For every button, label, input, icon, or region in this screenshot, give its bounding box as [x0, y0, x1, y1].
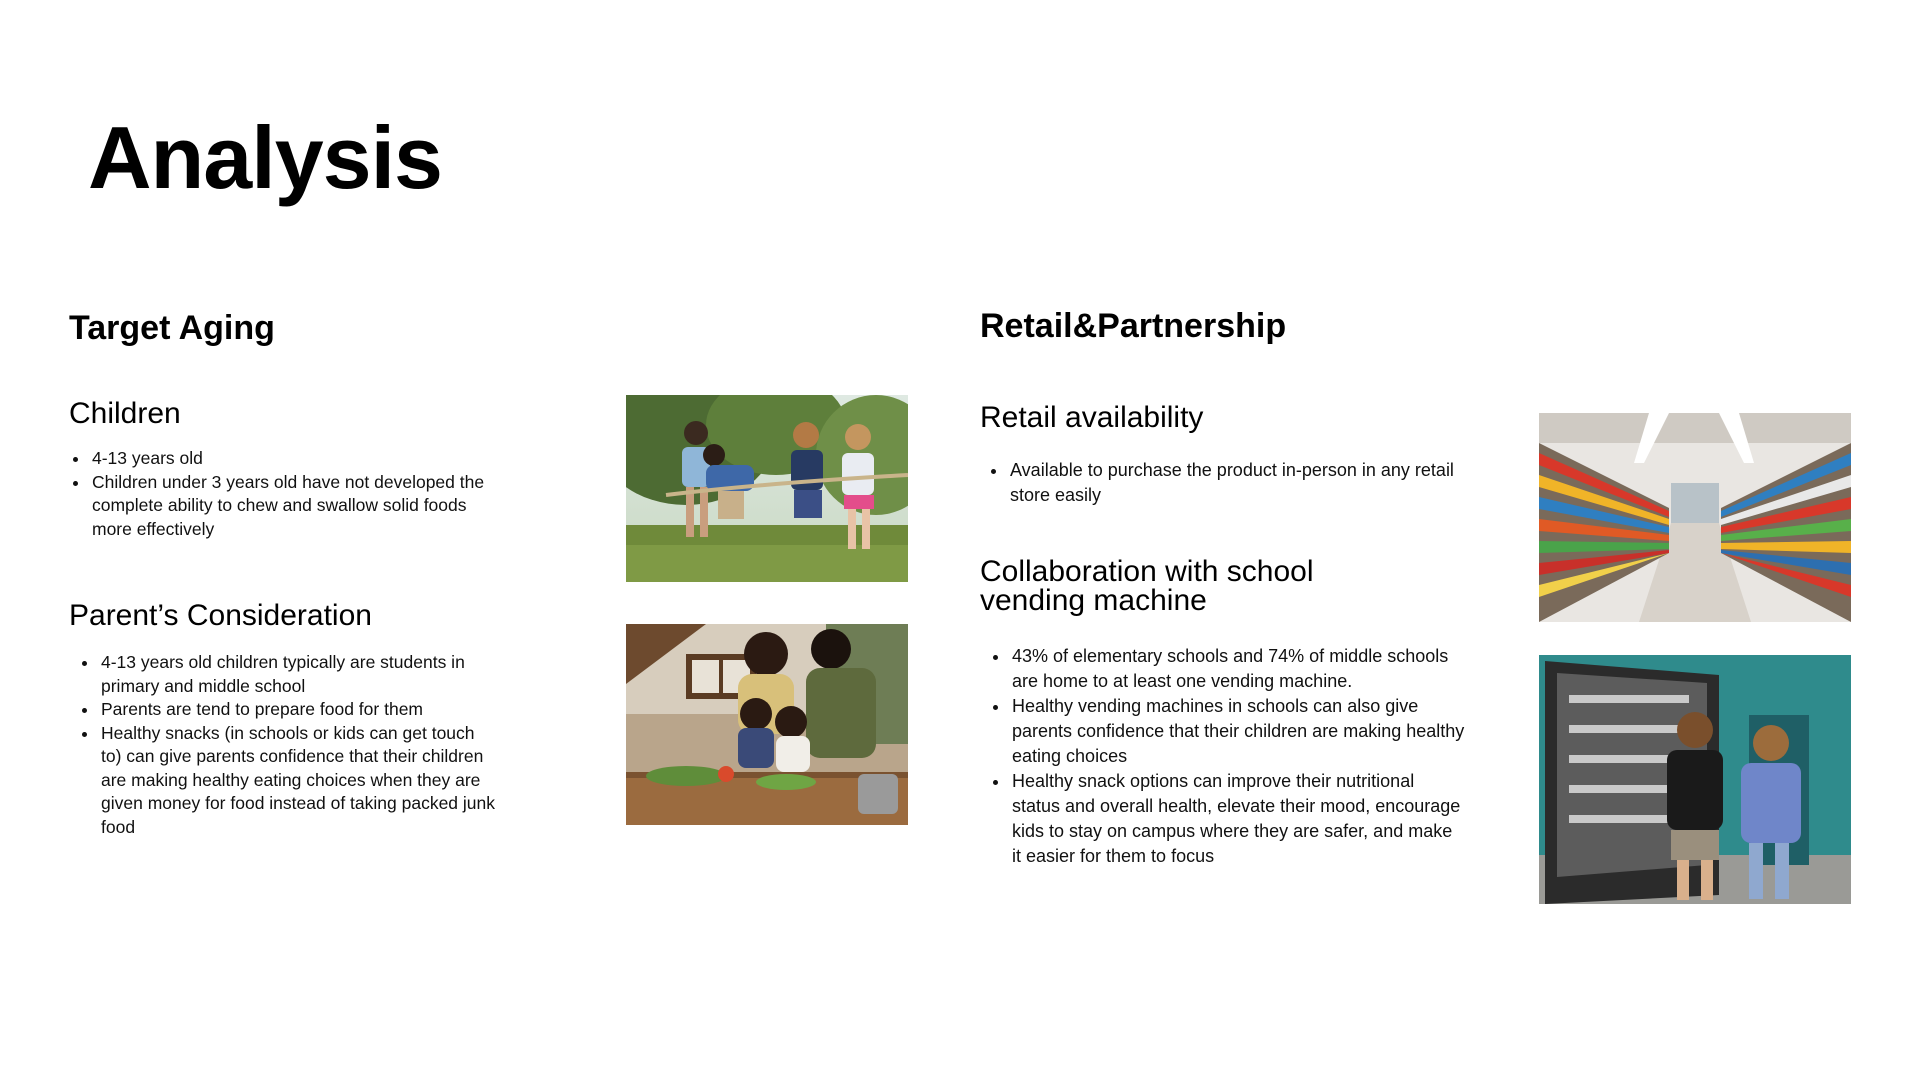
parents-bullets	[79, 651, 499, 839]
children-heading: Children	[69, 397, 181, 430]
list-item: • Parents are tend to prepare food for them	[99, 698, 499, 722]
list-item: • Healthy snacks (in schools or kids can get touch to) can give parents confidence that their children are making healthy eating choices when they are given money for food instead of taking packed junk food	[99, 722, 499, 840]
family-cooking-image	[626, 624, 908, 825]
collaboration-heading-line1: Collaboration with school	[980, 555, 1314, 588]
collaboration-heading-line2: vending machine	[980, 584, 1207, 617]
list-item: • 4-13 years old children typically are students in primary and middle school	[99, 651, 499, 698]
retail-availability-heading: Retail availability	[980, 401, 1204, 434]
list-item: • Healthy vending machines in schools can also give parents confidence that their children are making healthy eating choices	[1010, 694, 1465, 769]
retail-bullets	[988, 458, 1468, 508]
collaboration-heading	[980, 557, 1314, 615]
list-item: • Healthy snack options can improve their nutritional status and overall health, elevate their mood, encourage kids to stay on campus where they are safer, and make it easier for them to focus	[1010, 769, 1465, 869]
retail-partnership-heading: Retail&Partnership	[980, 307, 1287, 345]
page-title: Analysis	[88, 108, 442, 207]
collaboration-bullets	[990, 644, 1465, 869]
parents-consideration-heading: Parent’s Consideration	[69, 599, 372, 632]
grocery-aisle-image	[1539, 413, 1851, 622]
list-item: • Children under 3 years old have not developed the complete ability to chew and swallow solid foods more effectively	[90, 471, 490, 542]
vending-machine-image	[1539, 655, 1851, 904]
list-item: • 4-13 years old	[90, 447, 490, 471]
target-aging-heading: Target Aging	[69, 309, 275, 347]
list-item: • 43% of elementary schools and 74% of middle schools are home to at least one vending machine.	[1010, 644, 1465, 694]
list-item: • Available to purchase the product in-person in any retail store easily	[1008, 458, 1468, 508]
children-bullets	[70, 447, 490, 541]
kids-playing-image	[626, 395, 908, 582]
